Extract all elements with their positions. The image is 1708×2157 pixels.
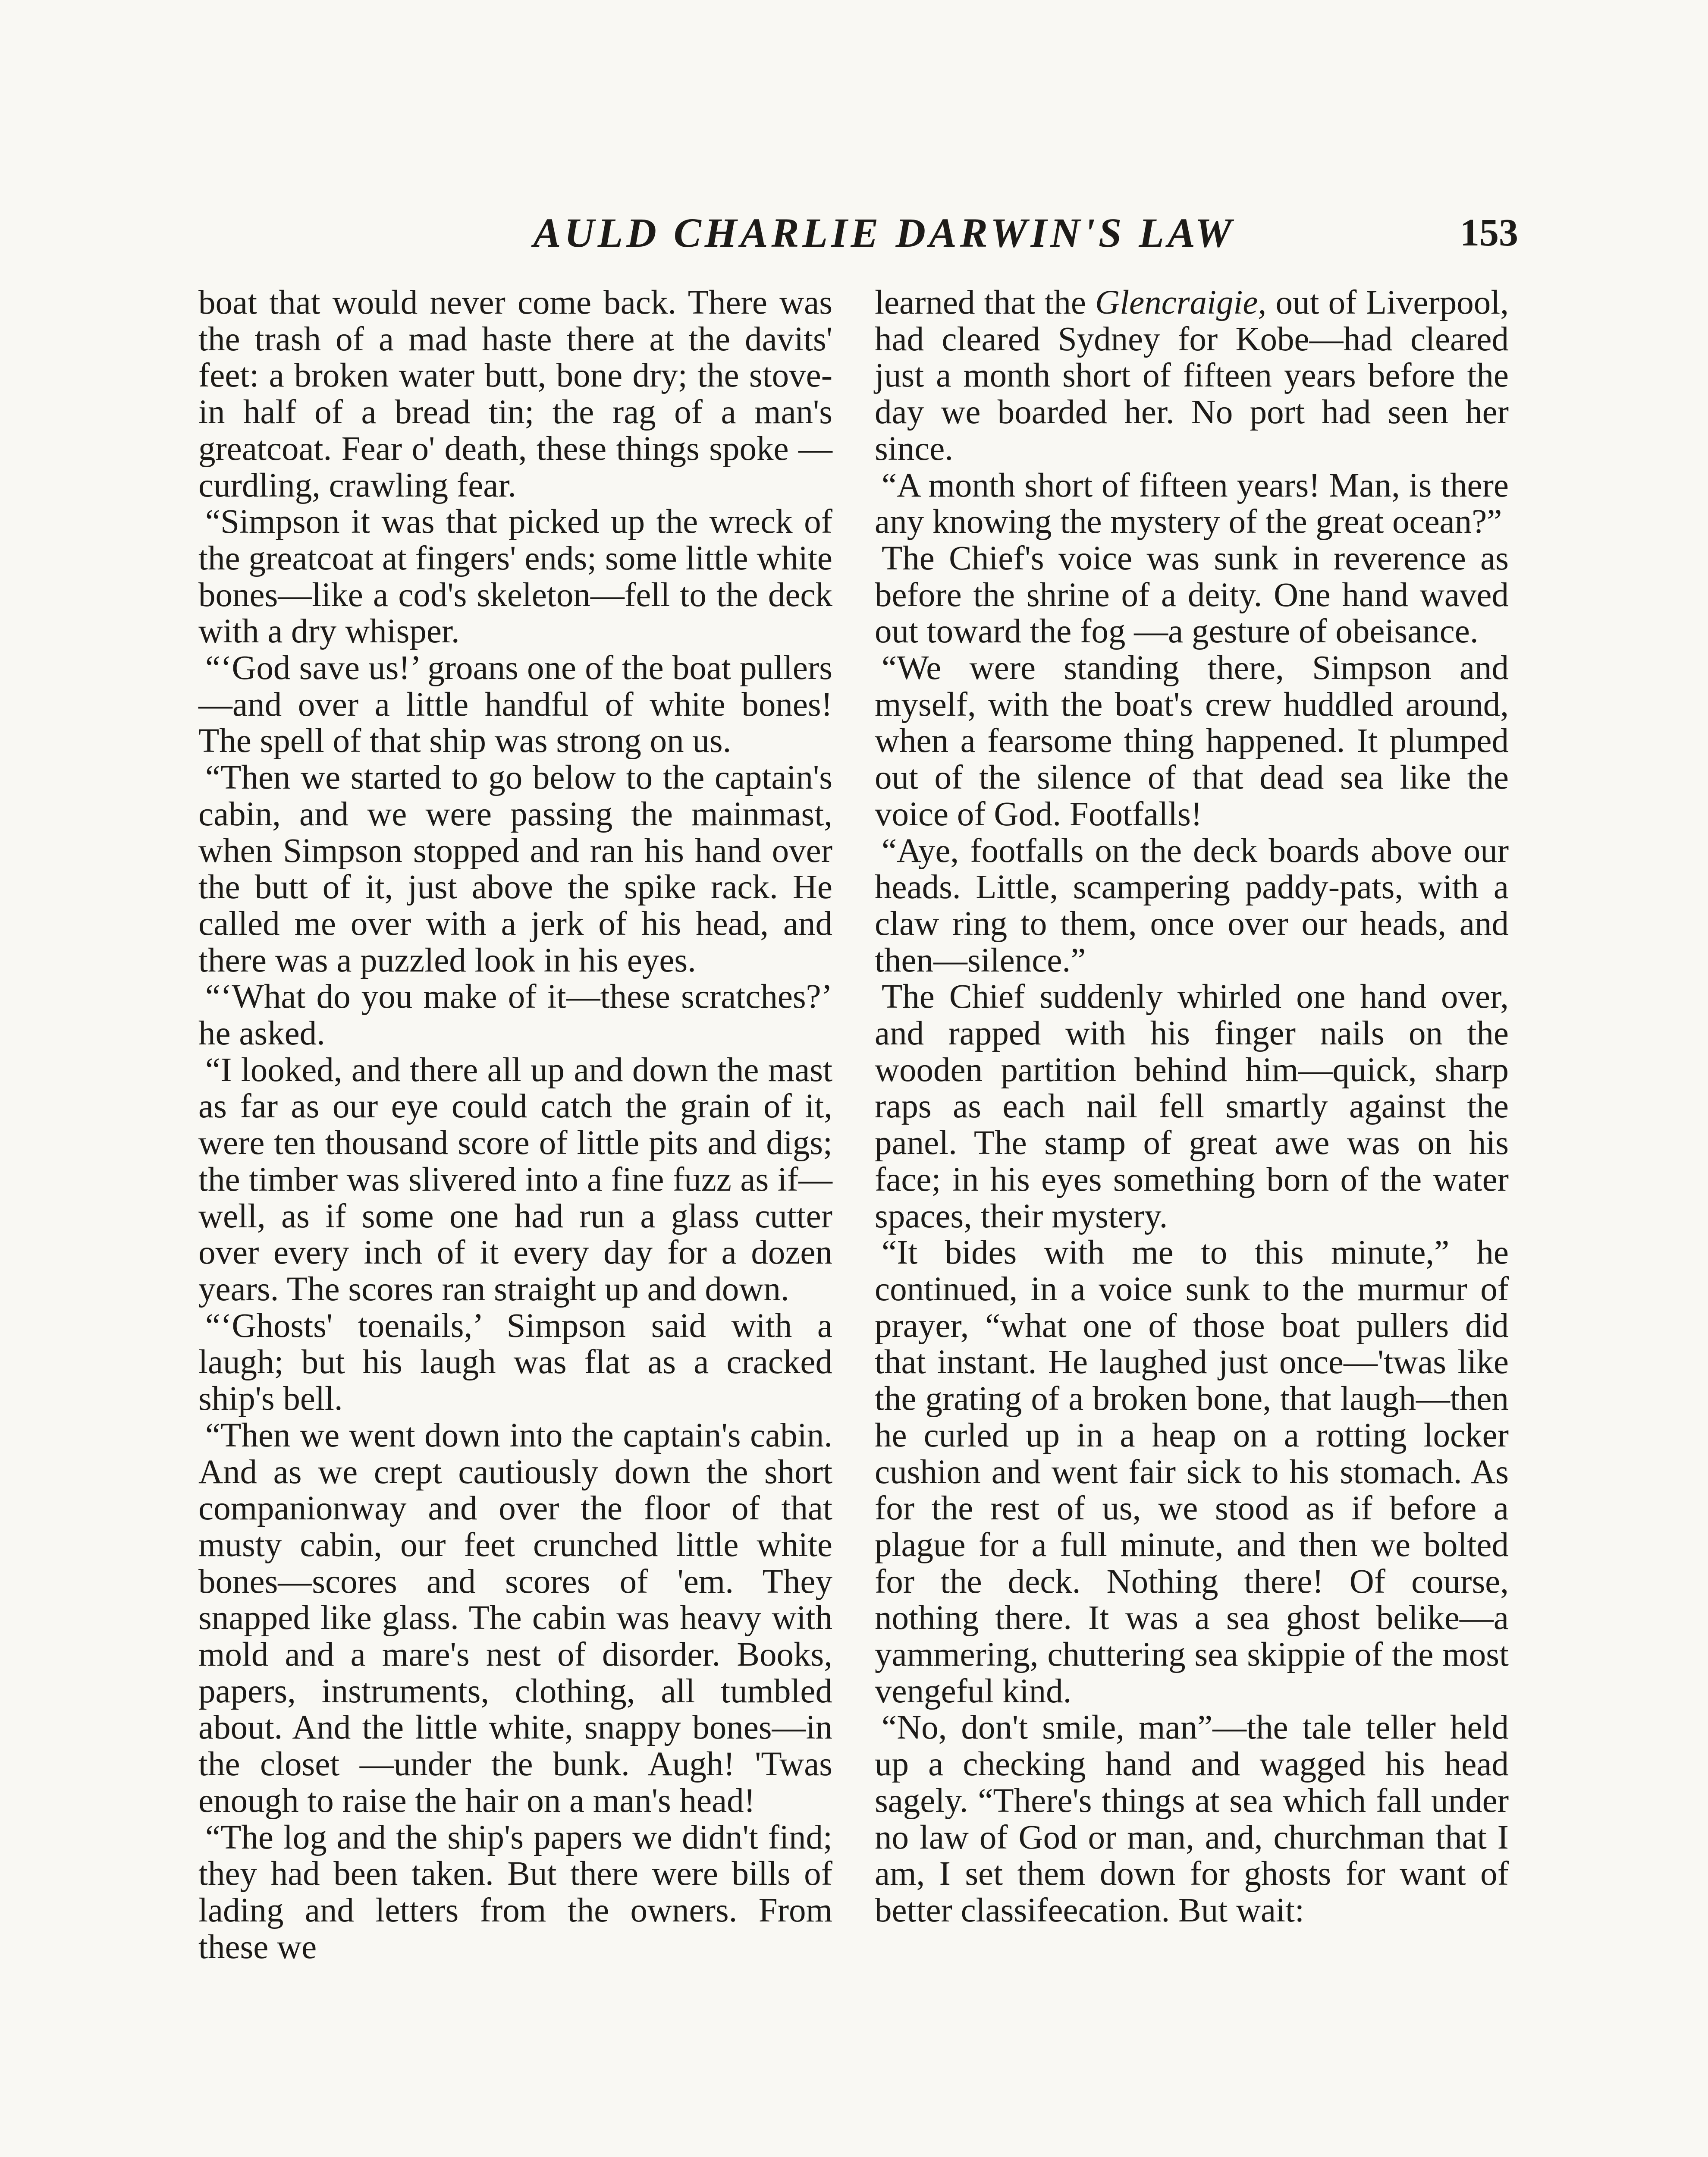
paragraph-ship-name [875,285,1509,468]
paragraph: “The log and the ship's papers we didn't find; they had been taken. But there were bills of lading and letters from the owners. From these we [198,1818,832,1966]
right-text-column [875,285,1509,1929]
page-number: 153 [1460,211,1518,254]
paragraph: “‘God save us!’ groans one of the boat pullers—and over a little handful of white bones! The spell of that ship was strong on us. [198,649,832,760]
running-title: AULD CHARLIE DARWIN'S LAW [533,210,1235,256]
paragraph: “Simpson it was that picked up the wreck of the greatcoat at fingers' ends; some little white bones—like a cod's skeleton—fell to the deck with a dry whisper. [198,503,832,651]
paragraph: “We were standing there, Simpson and myself, with the boat's crew huddled around, when a fearsome thing happened. It plumped out of the silence of that dead sea like the voice of God. Footfalls! [875,649,1509,833]
paragraph: “Then we started to go below to the captain's cabin, and we were passing the mainmast, when Simpson stopped and ran his hand over the butt of it, just above the spike rack. He called me over with a jerk of his head, and there was a puzzled look in his eyes. [198,759,832,979]
paragraph: “No, don't smile, man”—the tale teller held up a checking hand and wagged his head sagely. “There's things at sea which fall under no law of God or man, and, churchman that I am, I set them down for ghosts for want of better classifeecation. But wait: [875,1709,1509,1929]
paragraph: boat that would never come back. There was the trash of a mad haste there at the davits' feet: a broken water butt, bone dry; the stove-in half of a bread tin; the rag of a man's greatcoat. Fear o' death, these things spoke —curdling, crawling fear. [198,284,832,504]
paragraph: “‘Ghosts' toenails,’ Simpson said with a laugh; but his laugh was flat as a cracked ship's bell. [198,1307,832,1418]
paragraph: “I looked, and there all up and down the mast as far as our eye could catch the grain of it, were ten thousand score of little pits and digs; the timber was slivered into a fine fuzz as if—well, as if some one had run a glass cutter over every inch of it every day for a dozen years. The scores ran straight up and down. [198,1051,832,1308]
paragraph: “It bides with me to this minute,” he continued, in a voice sunk to the murmur of prayer, “what one of those boat pullers did that instant. He laughed just once—'twas like the grating of a broken bone, that laugh—then he curled up in a heap on a rotting locker cushion and went fair sick to his stomach. As for the rest of us, we stood as if before a plague for a full minute, and then we bolted for the deck. Nothing there! Of course, nothing there. It was a sea ghost belike—a yammering, chuttering sea skippie of the most vengeful kind. [875,1234,1509,1710]
paragraph: “Then we went down into the captain's cabin. And as we crept cautiously down the short companionway and over the floor of that musty cabin, our feet crunched little white bones—scores and scores of 'em. They snapped like glass. The cabin was heavy with mold and a mare's nest of disorder. Books, papers, instruments, clothing, all tumbled about. And the little white, snappy bones—in the closet —under the bunk. Augh! 'Twas enough to raise the hair on a man's head! [198,1416,832,1820]
paragraph: “‘What do you make of it—these scratches?’ he asked. [198,978,832,1053]
ship-name: Glencraigie, [1095,284,1267,321]
text-fragment: learned that the [875,284,1096,321]
paragraph: “A month short of fifteen years! Man, is there any knowing the mystery of the great ocean?” [875,466,1509,541]
paragraph: “Aye, footfalls on the deck boards above our heads. Little, scampering paddy-pats, with a claw ring to them, once over our heads, and then—silence.” [875,832,1509,979]
paragraph: The Chief suddenly whirled one hand over, and rapped with his finger nails on the wooden partition behind him—quick, sharp raps as each nail fell smartly against the panel. The stamp of great awe was on his face; in his eyes something born of the water spaces, their mystery. [875,978,1509,1235]
text-fragment: out of Liverpool, had cleared Sydney for Kobe—had cleared just a month short of fifteen years before the day we boarded her. No port had seen her since. [875,284,1509,468]
paragraph: The Chief's voice was sunk in reverence as before the shrine of a deity. One hand waved out toward the fog —a gesture of obeisance. [875,539,1509,651]
left-text-column [198,285,832,1965]
